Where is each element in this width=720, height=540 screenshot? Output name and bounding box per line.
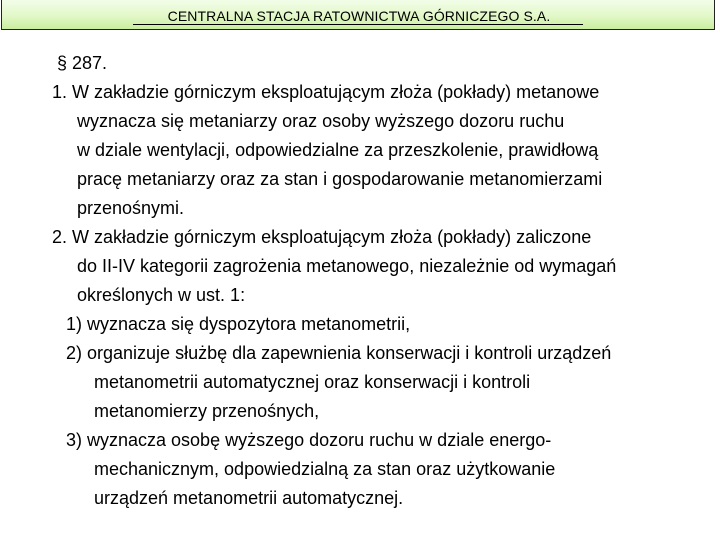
paragraph-1-line: przenośnymi. xyxy=(77,198,185,218)
paragraph-1-line: w dziale wentylacji, odpowiedzialne za przeszkolenie, prawidłową xyxy=(77,140,599,160)
list-item-2-line: metanomierzy przenośnych, xyxy=(94,401,320,421)
paragraph-1-line: 1. W zakładzie górniczym eksploatującym złoża (pokłady) metanowe xyxy=(52,82,600,102)
paragraph-2-line: do II-IV kategorii zagrożenia metanowego, niezależnie od wymagań xyxy=(77,256,617,276)
list-item-1-line: 1) wyznacza się dyspozytora metanometrii, xyxy=(66,314,411,334)
list-item-3-line: 3) wyznacza osobę wyższego dozoru ruchu w dziale energo- xyxy=(66,430,552,450)
list-item-3-line: mechanicznym, odpowiedzialną za stan oraz użytkowanie xyxy=(94,459,556,479)
paragraph-2-line: 2. W zakładzie górniczym eksploatującym złoża (pokłady) zaliczone xyxy=(52,227,592,247)
section-heading: § 287. xyxy=(57,53,108,73)
paragraph-1-line: wyznacza się metaniarzy oraz osoby wyższego dozoru ruchu xyxy=(77,111,565,131)
paragraph-1-line: pracę metaniarzy oraz za stan i gospodarowanie metanomierzami xyxy=(77,169,603,189)
list-item-2-line: 2) organizuje służbę dla zapewnienia konserwacji i kontroli urządzeń xyxy=(66,343,612,363)
list-item-2-line: metanometrii automatycznej oraz konserwacji i kontroli xyxy=(94,372,531,392)
paragraph-2-line: określonych w ust. 1: xyxy=(77,285,246,305)
list-item-3-line: urządzeń metanometrii automatycznej. xyxy=(94,488,404,508)
header-title: CENTRALNA STACJA RATOWNICTWA GÓRNICZEGO S.A. xyxy=(167,8,551,24)
